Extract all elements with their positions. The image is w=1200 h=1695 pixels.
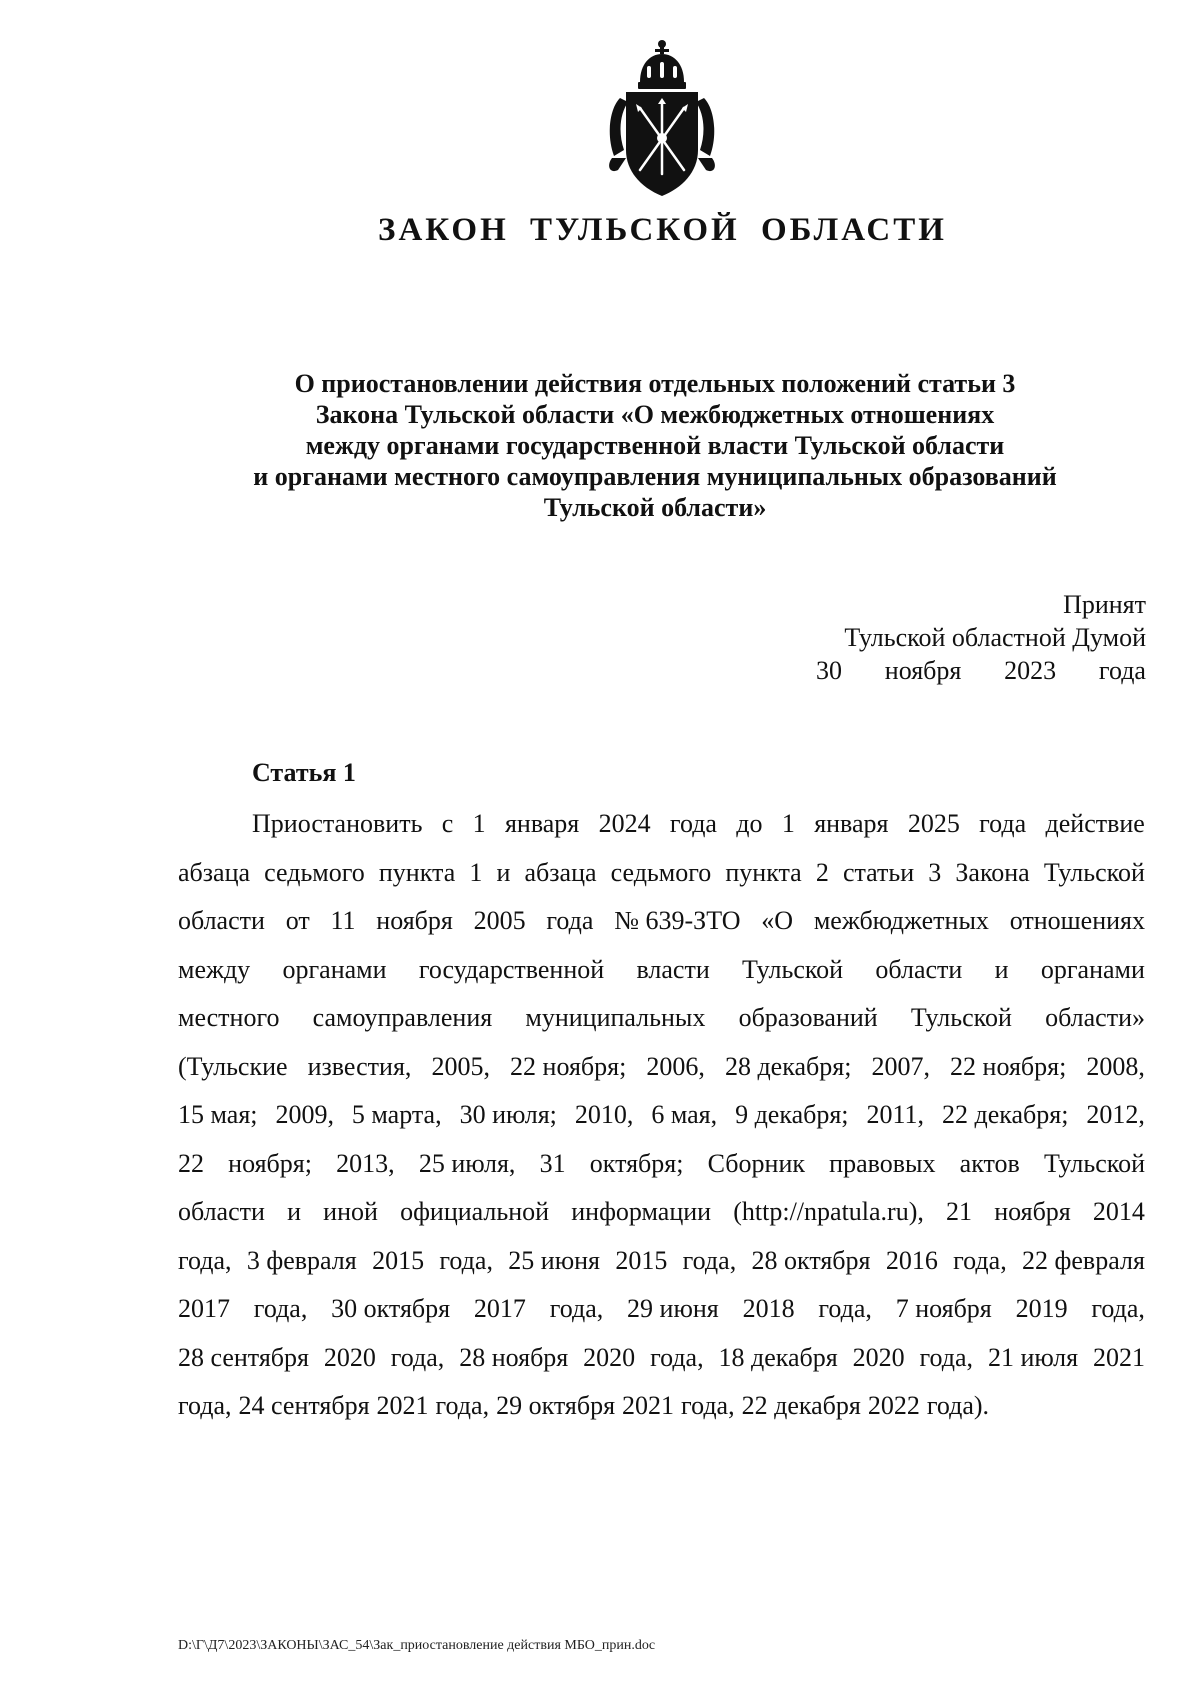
article-word: 28 сентября	[178, 1342, 309, 1372]
article-word: отношениях	[1009, 906, 1145, 935]
article-word: года,	[435, 1391, 490, 1420]
article-word: 22 ноября;	[510, 1051, 627, 1081]
adoption-status: Принят	[1063, 590, 1146, 619]
article-word: 18 декабря	[718, 1342, 838, 1372]
article-word: (Тульские	[178, 1051, 288, 1081]
article-word: и	[287, 1197, 301, 1226]
article-word: Тульской	[1043, 1148, 1145, 1178]
article-word: 29 октября	[496, 1391, 616, 1420]
adoption-date-month: ноября	[884, 656, 962, 685]
article-word: года	[546, 906, 594, 935]
article-word: 21 июля	[987, 1342, 1079, 1372]
article-text-line	[178, 1237, 1145, 1286]
article-word: 2015	[372, 1245, 425, 1275]
article-word: 2007,	[871, 1051, 930, 1081]
article-word: официальной	[400, 1197, 550, 1226]
article-word: органами	[1040, 954, 1145, 984]
article-word: 25 июля,	[418, 1148, 516, 1178]
article-word: межбюджетных	[813, 906, 989, 935]
article-word: 5 марта,	[351, 1100, 442, 1129]
article-word: года,	[253, 1294, 308, 1323]
article-word: 24 сентября	[238, 1391, 370, 1420]
article-word: самоуправления	[312, 1003, 493, 1032]
article-word: власти	[636, 954, 710, 984]
article-word: 2022	[867, 1391, 920, 1420]
article-word: области»	[1045, 1003, 1145, 1032]
article-word: 2020	[323, 1342, 376, 1372]
article-word: пункта	[725, 857, 802, 887]
article-word: до	[736, 809, 763, 838]
article-word: года,	[439, 1245, 493, 1275]
article-word: января	[814, 809, 889, 838]
article-word: 25 июня	[508, 1245, 600, 1275]
article-word: правовых	[829, 1148, 936, 1178]
article-word: Сборник	[707, 1148, 805, 1178]
document-title	[215, 368, 1095, 523]
article-text-line	[178, 946, 1145, 995]
article-word: пункта	[378, 857, 456, 887]
article-word: 2005	[473, 906, 526, 935]
article-word: государственной	[418, 954, 605, 984]
article-word: органами	[282, 954, 387, 984]
article-word: абзаца	[178, 857, 251, 887]
file-path-footer: D:\Г\Д7\2023\ЗАКОНЫ\ЗАС_54\Зак_приостановление действия МБО_прин.doc	[178, 1638, 656, 1653]
article-word: 2005,	[431, 1051, 490, 1081]
article-word: области	[178, 1197, 265, 1226]
article-word: области	[178, 906, 265, 935]
article-word: 15 мая;	[178, 1100, 258, 1129]
article-text-line	[178, 897, 1145, 946]
article-heading: Статья 1	[252, 758, 356, 787]
article-word: 2013,	[336, 1148, 395, 1178]
article-word: области	[875, 954, 963, 984]
article-word: с	[441, 809, 454, 838]
document-title-line: между органами государственной власти Тульской области	[305, 431, 1005, 460]
article-text-line	[178, 1334, 1145, 1383]
article-word: «О	[761, 906, 794, 935]
article-text-line	[178, 994, 1145, 1043]
article-word: 2008,	[1086, 1051, 1145, 1081]
article-word: Приостановить	[252, 809, 423, 838]
article-word: 28 октября	[751, 1245, 871, 1275]
article-word: Тульской	[910, 1003, 1012, 1032]
adoption-date-year: 2023	[1004, 656, 1057, 685]
article-word: ноября	[994, 1197, 1071, 1226]
article-word: 11	[330, 906, 356, 935]
article-word: актов	[959, 1148, 1020, 1178]
article-word: между	[178, 954, 251, 984]
article-word: 2019	[1015, 1294, 1068, 1323]
article-word: (http://npatula.ru),	[733, 1197, 924, 1226]
article-text-line	[178, 1140, 1145, 1189]
adoption-date	[816, 654, 1146, 687]
article-word: года,	[818, 1294, 872, 1323]
article-word: 2021	[376, 1391, 429, 1420]
article-word: 2024	[598, 809, 651, 838]
article-word: и	[994, 954, 1009, 984]
article-word: года,	[650, 1342, 704, 1372]
article-word: года	[979, 809, 1027, 838]
article-word: 2021	[1092, 1342, 1145, 1372]
article-word: 22	[178, 1148, 204, 1178]
article-word: 2020	[583, 1342, 636, 1372]
adoption-body: Тульской областной Думой	[844, 623, 1146, 652]
article-word: 2012,	[1086, 1100, 1145, 1129]
document-title-line: и органами местного самоуправления муниципальных образований	[253, 462, 1057, 491]
article-word: № 639-ЗТО	[614, 906, 741, 935]
article-word: 22 декабря	[741, 1391, 861, 1420]
article-word: от	[285, 906, 310, 935]
article-word: 1	[781, 809, 795, 838]
article-word: 2009,	[275, 1100, 334, 1129]
article-word: января	[504, 809, 580, 838]
article-word: 2017	[473, 1294, 526, 1323]
article-body	[178, 800, 1145, 1431]
article-word: 2018	[742, 1294, 795, 1323]
article-word: 2020	[852, 1342, 905, 1372]
adoption-date-day: 30	[816, 656, 842, 685]
article-word: года,	[390, 1342, 445, 1372]
article-word: года,	[549, 1294, 604, 1323]
article-word: 3	[928, 857, 942, 887]
article-text-line	[178, 849, 1145, 898]
article-word: 2	[815, 857, 829, 887]
article-word: 2021	[622, 1391, 675, 1420]
article-word: 28 ноября	[459, 1342, 569, 1372]
article-word: действие	[1045, 809, 1145, 838]
article-word: 1	[472, 809, 486, 838]
article-word: года).	[926, 1391, 990, 1420]
article-word: известия,	[307, 1051, 412, 1081]
article-word: 2011,	[866, 1100, 925, 1129]
article-word: года,	[953, 1245, 1007, 1275]
article-text-line	[178, 1043, 1145, 1092]
article-word: 28 декабря;	[724, 1051, 852, 1081]
article-word: образований	[738, 1003, 878, 1032]
article-word: 22 декабря;	[941, 1100, 1069, 1129]
adoption-block	[816, 588, 1146, 687]
article-word: информации	[571, 1197, 712, 1226]
article-word: 22 ноября;	[950, 1051, 1067, 1081]
article-word: и	[496, 857, 511, 887]
article-word: Тульской	[742, 954, 844, 984]
article-word: 2010,	[574, 1100, 634, 1129]
article-word: муниципальных	[525, 1003, 706, 1032]
article-word: года	[669, 809, 717, 838]
document-title-line: Закона Тульской области «О межбюджетных отношениях	[315, 400, 995, 429]
article-word: года,	[919, 1342, 974, 1372]
article-word: 2006,	[646, 1051, 705, 1081]
article-word: октября;	[589, 1148, 684, 1178]
article-word: Тульской	[1043, 857, 1145, 887]
article-word: седьмого	[610, 857, 712, 887]
article-text-line	[178, 1285, 1145, 1334]
article-word: седьмого	[264, 857, 365, 887]
article-word: местного	[178, 1003, 280, 1032]
article-word: 29 июня	[627, 1294, 719, 1323]
article-word: 1	[469, 857, 483, 887]
article-word: года,	[1091, 1294, 1145, 1323]
article-word: статьи	[842, 857, 915, 887]
document-title-line: О приостановлении действия отдельных положений статьи 3	[294, 369, 1016, 398]
article-word: 2014	[1092, 1197, 1145, 1226]
article-word: года,	[682, 1245, 737, 1275]
article-word: 2025	[907, 809, 960, 838]
article-text-line	[178, 1382, 1145, 1431]
article-text-line	[178, 800, 1145, 849]
article-word: 30 июля;	[459, 1100, 557, 1129]
document-title-line: Тульской области»	[543, 493, 767, 522]
article-word: года,	[178, 1245, 232, 1275]
article-text-line	[178, 1091, 1145, 1140]
article-text-line	[178, 1188, 1145, 1237]
article-word: 22 февраля	[1022, 1245, 1145, 1275]
tula-coat-of-arms-icon	[600, 38, 724, 200]
adoption-date-suffix: года	[1098, 656, 1146, 685]
law-title: ЗАКОН ТУЛЬСКОЙ ОБЛАСТИ	[378, 212, 947, 248]
article-word: 2015	[615, 1245, 668, 1275]
article-word: года,	[681, 1391, 735, 1420]
article-word: 2017	[178, 1294, 230, 1323]
article-word: 6 мая,	[651, 1100, 718, 1129]
article-word: абзаца	[524, 857, 597, 887]
article-word: 31	[539, 1148, 566, 1178]
article-word: 3 февраля	[246, 1245, 357, 1275]
article-word: 30 октября	[331, 1294, 451, 1323]
article-word: ноября	[376, 906, 453, 935]
article-word: иной	[323, 1197, 378, 1226]
article-word: 9 декабря;	[735, 1100, 849, 1129]
article-word: 21	[946, 1197, 973, 1226]
article-word: ноября;	[228, 1148, 312, 1178]
article-word: 2016	[885, 1245, 938, 1275]
article-word: Закона	[955, 857, 1030, 887]
article-word: 7 ноября	[895, 1294, 992, 1323]
article-word: года,	[178, 1391, 232, 1420]
